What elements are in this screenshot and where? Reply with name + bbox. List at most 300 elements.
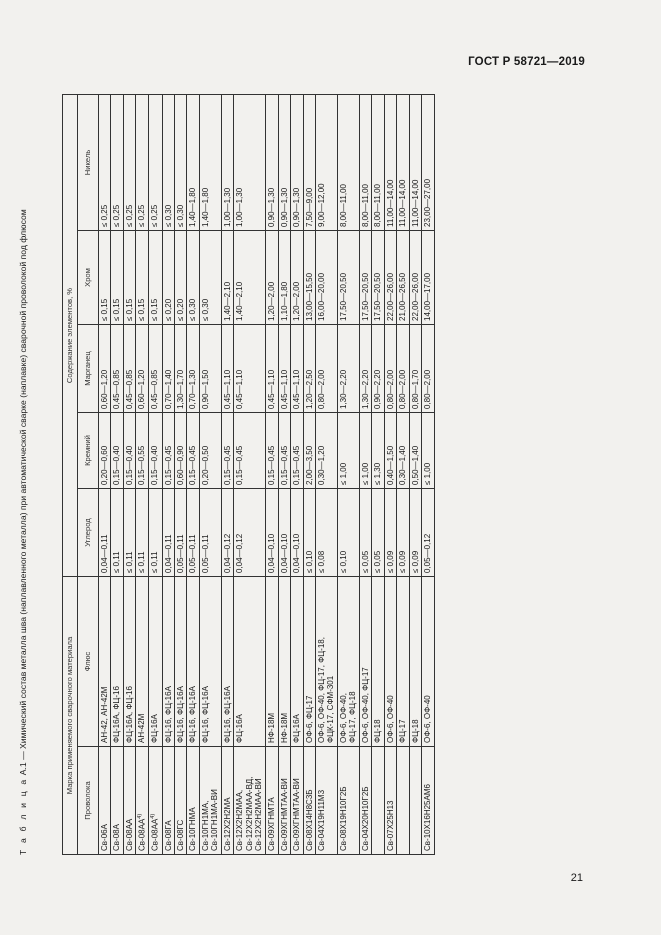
silicon-cell-text: 0,30—1,40 (398, 445, 408, 485)
wire-cell (303, 747, 315, 855)
nickel-cell-text: 0,90—1,30 (292, 187, 302, 227)
manganese-cell-text: 0,90—2,20 (373, 369, 383, 409)
col-header-flux: Флюс (78, 577, 99, 747)
nickel-cell (187, 94, 199, 230)
flux-cell (266, 577, 278, 747)
manganese-cell (111, 325, 123, 413)
carbon-cell (187, 489, 199, 577)
silicon-cell (278, 413, 290, 489)
chromium-cell-text: 1,40—2,10 (222, 281, 232, 321)
silicon-cell (234, 413, 266, 489)
flux-cell-text: ФЦ-16, ФЦ-16А (200, 686, 210, 743)
silicon-cell (338, 413, 360, 489)
carbon-cell (123, 489, 135, 577)
chromium-cell-text: 17,50—20,50 (373, 272, 383, 321)
manganese-cell-text: 1,30—2,20 (339, 369, 348, 409)
wire-cell (111, 747, 123, 855)
flux-cell (360, 577, 372, 747)
nickel-cell (384, 94, 396, 230)
wire-cell (162, 747, 174, 855)
manganese-cell (174, 325, 186, 413)
manganese-cell (123, 325, 135, 413)
chromium-cell-text: ≤ 0,15 (112, 298, 122, 321)
chromium-cell (338, 231, 360, 325)
silicon-cell-text: 0,15—0,40 (124, 445, 134, 485)
table-caption (18, 209, 28, 855)
chromium-cell-text: 22,00—26,00 (385, 272, 395, 321)
silicon-cell (174, 413, 186, 489)
chromium-cell (199, 231, 221, 325)
table-row (162, 94, 174, 854)
silicon-cell-text: 2,00—3,50 (304, 445, 314, 485)
table-row (397, 94, 409, 854)
nickel-cell (409, 94, 421, 230)
silicon-cell (123, 413, 135, 489)
silicon-cell (422, 413, 434, 489)
chromium-cell-text: 22,00—26,00 (410, 272, 420, 321)
chromium-cell (187, 231, 199, 325)
wire-cell (338, 747, 360, 855)
carbon-cell (278, 489, 290, 577)
manganese-cell (303, 325, 315, 413)
nickel-cell (221, 94, 233, 230)
nickel-cell-text: ≤ 0,25 (137, 204, 147, 227)
flux-cell (199, 577, 221, 747)
carbon-cell-text: 0,04—0,10 (292, 533, 302, 573)
wire-cell (266, 747, 278, 855)
nickel-cell (123, 94, 135, 230)
chromium-cell-text: ≤ 0,20 (175, 298, 185, 321)
col-header-chromium: Хром (78, 231, 99, 325)
flux-cell (316, 577, 338, 747)
silicon-cell (291, 413, 303, 489)
flux-cell-text: ОФ-6, ОФ-40, ФЦ-17 (361, 667, 370, 743)
table-row (422, 94, 434, 854)
nickel-cell-text: 11,00—14,00 (385, 179, 395, 227)
rotated-table-area (18, 95, 552, 855)
wire-cell (174, 747, 186, 855)
manganese-cell (384, 325, 396, 413)
silicon-cell-text: 0,15—0,45 (222, 445, 232, 485)
wire-cell-text: Св-06А (100, 824, 109, 851)
nickel-cell (162, 94, 174, 230)
flux-cell-text: ОФ-6, ОФ-40, ФЦ-17, ФЦ-18 (339, 691, 358, 743)
chromium-cell-text: ≤ 0,20 (163, 298, 173, 321)
wire-cell-text: Св-08Х19Н10Г2Б (339, 786, 348, 851)
manganese-cell-text: 0,45—0,85 (112, 369, 122, 409)
nickel-cell-text: 1,40—1,80 (188, 187, 198, 227)
carbon-cell-text: ≤ 0,11 (137, 551, 147, 573)
manganese-cell (99, 325, 111, 413)
chromium-cell (422, 231, 434, 325)
wire-cell (136, 747, 149, 855)
col-header-wire: Проволока (78, 747, 99, 855)
flux-cell (384, 577, 396, 747)
chromium-cell-text: 21,00—26,50 (398, 272, 408, 321)
manganese-cell-text: 0,80—2,00 (423, 369, 433, 409)
manganese-cell-text: 0,70—1,30 (188, 369, 198, 409)
chromium-cell-text: ≤ 0,30 (200, 298, 210, 321)
wire-cell-text: Св-04Х19Н11М3 (317, 789, 326, 851)
manganese-cell-text: 0,45—0,85 (124, 369, 134, 409)
wire-cell (221, 747, 233, 855)
wire-cell-text: Св-09ХГНМТАА-ВИ (292, 778, 302, 851)
chromium-cell (162, 231, 174, 325)
nickel-cell (174, 94, 186, 230)
wire-cell (397, 747, 409, 855)
flux-cell (221, 577, 233, 747)
nickel-cell-text: ≤ 0,25 (124, 204, 134, 227)
silicon-cell-text: 0,15—0,55 (137, 445, 147, 485)
carbon-cell (174, 489, 186, 577)
wire-cell-text: Св-10Х16Н25АМ6 (423, 784, 433, 851)
nickel-cell (372, 94, 384, 230)
silicon-cell-text: 0,50—1,40 (410, 445, 420, 485)
carbon-cell-text: ≤ 0,08 (317, 550, 326, 573)
wire-cell-text: Св-09ХГНМТА (267, 797, 277, 851)
manganese-cell (372, 325, 384, 413)
nickel-cell (338, 94, 360, 230)
chromium-cell-text: ≤ 0,30 (188, 298, 198, 321)
wire-cell-text: Св-08А (112, 824, 122, 851)
table-row (111, 94, 123, 854)
nickel-cell (422, 94, 434, 230)
flux-cell-text: ОФ-6, ФЦ-17 (304, 695, 314, 743)
table-row (409, 94, 421, 854)
chromium-cell (174, 231, 186, 325)
wire-cell (384, 747, 396, 855)
manganese-cell (149, 325, 162, 413)
page-number: 21 (570, 872, 583, 884)
silicon-cell-text: 0,15—0,40 (112, 445, 122, 485)
col-header-carbon: Углерод (78, 489, 99, 577)
silicon-cell (409, 413, 421, 489)
flux-cell (123, 577, 135, 747)
flux-cell-text: НФ-18М (267, 712, 277, 743)
carbon-cell-text: 0,04—0,11 (100, 534, 109, 573)
silicon-cell (360, 413, 372, 489)
col-header-silicon: Кремний (78, 413, 99, 489)
carbon-cell (303, 489, 315, 577)
silicon-cell-text: 0,15—0,45 (279, 445, 289, 485)
flux-cell-text: ФЦ-16А, ФЦ-16 (112, 686, 122, 743)
carbon-cell-text: 0,05—0,11 (175, 534, 185, 573)
carbon-cell (338, 489, 360, 577)
silicon-cell (384, 413, 396, 489)
silicon-cell-text: 0,60—0,90 (175, 445, 185, 485)
chromium-cell-text: 1,20—2,00 (267, 281, 277, 321)
chromium-cell-text: ≤ 0,15 (150, 298, 160, 321)
nickel-cell-text: 8,00—11,00 (361, 184, 370, 227)
carbon-cell (266, 489, 278, 577)
silicon-cell-text: ≤ 1,00 (339, 462, 348, 485)
flux-cell-text: ФЦ-18 (410, 719, 420, 743)
carbon-cell (291, 489, 303, 577)
nickel-cell (266, 94, 278, 230)
manganese-cell (234, 325, 266, 413)
manganese-cell-text: 0,60—1,20 (100, 369, 109, 409)
carbon-cell (384, 489, 396, 577)
carbon-cell (199, 489, 221, 577)
flux-cell (136, 577, 149, 747)
flux-cell (278, 577, 290, 747)
nickel-cell-text: 0,90—1,30 (279, 187, 289, 227)
flux-cell-text: НФ-18М (279, 712, 289, 743)
nickel-cell (278, 94, 290, 230)
material-group-header: Марка применяемого сварочного материала (63, 577, 78, 855)
flux-cell (372, 577, 384, 747)
wire-cell-text: Св-12Х2Н2МА (222, 797, 232, 851)
nickel-cell-text: 11,00—14,00 (410, 179, 420, 227)
manganese-cell-text: 0,80—1,70 (410, 369, 420, 409)
nickel-cell-text: ≤ 0,25 (150, 204, 160, 227)
chromium-cell (291, 231, 303, 325)
wire-cell-text: Св-08АА (151, 818, 161, 851)
carbon-cell-text: ≤ 0,10 (304, 550, 314, 573)
flux-cell-text: АН-42, АН-42М (100, 686, 109, 743)
chromium-cell (303, 231, 315, 325)
nickel-cell-text: 7,50—9,00 (304, 187, 314, 227)
manganese-cell (422, 325, 434, 413)
wire-cell-text: Св-08ГА (163, 820, 173, 851)
manganese-cell (162, 325, 174, 413)
carbon-cell-text: ≤ 0,05 (373, 550, 383, 573)
manganese-cell (291, 325, 303, 413)
wire-cell-text: Св-08ГС (175, 819, 185, 851)
silicon-cell-text: ≤ 1,00 (361, 462, 370, 485)
footnote-marker: 4) (150, 813, 157, 819)
silicon-cell (187, 413, 199, 489)
carbon-cell (149, 489, 162, 577)
silicon-cell (221, 413, 233, 489)
manganese-cell-text: 0,45—0,85 (150, 369, 160, 409)
chromium-cell (278, 231, 290, 325)
flux-cell-text: ФЦ-16А, ФЦ-16 (124, 686, 134, 743)
chromium-cell (360, 231, 372, 325)
chromium-cell-text: 14,00—17,00 (423, 272, 433, 321)
flux-cell-text: ОФ-6, ОФ-40 (385, 695, 395, 743)
flux-cell-text: ФЦ-16А (292, 714, 302, 743)
table-row (384, 94, 396, 854)
chromium-cell-text: 1,10—1,80 (279, 281, 289, 321)
carbon-cell (162, 489, 174, 577)
silicon-cell-text: 0,30—1,20 (317, 445, 326, 485)
nickel-cell-text: 9,00—12,00 (317, 183, 326, 227)
chromium-cell-text: 16,00—20,00 (317, 272, 326, 321)
table-row (149, 94, 162, 854)
carbon-cell-text: ≤ 0,11 (112, 551, 122, 573)
chromium-cell-text: ≤ 0,15 (137, 298, 147, 321)
silicon-cell-text: 0,40—1,50 (385, 445, 395, 485)
manganese-cell-text: 0,45—1,10 (235, 369, 245, 409)
nickel-cell (234, 94, 266, 230)
silicon-cell-text: 0,15—0,45 (163, 445, 173, 485)
flux-cell (187, 577, 199, 747)
table-row (360, 94, 372, 854)
manganese-cell-text: 0,45—1,10 (267, 369, 277, 409)
silicon-cell (149, 413, 162, 489)
carbon-cell-text: 0,04—0,10 (279, 533, 289, 573)
table-row (136, 94, 149, 854)
carbon-cell (422, 489, 434, 577)
flux-cell-text: ФЦ-16А (150, 714, 160, 743)
flux-cell-text: ФЦ-17 (398, 719, 408, 743)
chromium-cell (397, 231, 409, 325)
flux-cell (291, 577, 303, 747)
wire-cell-text: Св-10ГНМА (188, 807, 198, 851)
table-row (174, 94, 186, 854)
wire-cell (422, 747, 434, 855)
table-row (316, 94, 338, 854)
wire-cell (291, 747, 303, 855)
table-row (221, 94, 233, 854)
flux-cell (422, 577, 434, 747)
carbon-cell (360, 489, 372, 577)
carbon-cell-text: 0,04—0,12 (222, 533, 232, 573)
col-header-nickel: Никель (78, 94, 99, 230)
wire-cell (409, 747, 421, 855)
flux-cell-text: ФЦ-18 (373, 719, 383, 743)
carbon-cell-text: ≤ 0,09 (410, 550, 420, 573)
silicon-cell (136, 413, 149, 489)
silicon-cell-text: 0,15—0,45 (292, 445, 302, 485)
carbon-cell-text: 0,04—0,11 (163, 534, 173, 573)
carbon-cell (221, 489, 233, 577)
table-row (338, 94, 360, 854)
manganese-cell (199, 325, 221, 413)
manganese-cell (136, 325, 149, 413)
flux-cell (149, 577, 162, 747)
composition-table (62, 94, 435, 855)
wire-cell-text: Св-12Х2Н2МАА, Св-12Х2Н2МАА-ВД, Св-12Х2Н2МАА-ВИ (235, 776, 264, 851)
carbon-cell (316, 489, 338, 577)
nickel-cell (303, 94, 315, 230)
chromium-cell-text: 17,50—20,50 (339, 272, 348, 321)
flux-cell-text: АН-42М (137, 713, 147, 743)
carbon-cell-text: ≤ 0,09 (398, 550, 408, 573)
silicon-cell (199, 413, 221, 489)
carbon-cell-text: ≤ 0,11 (150, 551, 160, 573)
carbon-cell (234, 489, 266, 577)
wire-cell (149, 747, 162, 855)
flux-cell (338, 577, 360, 747)
flux-cell-text: ФЦ-16А (235, 714, 245, 743)
table-row (278, 94, 290, 854)
carbon-cell (409, 489, 421, 577)
silicon-cell-text: ≤ 1,00 (423, 462, 433, 485)
silicon-cell (111, 413, 123, 489)
chromium-cell-text: 17,50—20,50 (361, 272, 370, 321)
chromium-cell (149, 231, 162, 325)
manganese-cell (187, 325, 199, 413)
flux-cell-text: ФЦ-16, ФЦ-16А (222, 686, 232, 743)
chromium-cell (111, 231, 123, 325)
chromium-cell-text: ≤ 0,15 (100, 298, 109, 321)
nickel-cell (136, 94, 149, 230)
manganese-cell (316, 325, 338, 413)
nickel-cell (111, 94, 123, 230)
chromium-cell (136, 231, 149, 325)
carbon-cell-text: 0,05—0,11 (200, 534, 210, 573)
carbon-cell-text: 0,04—0,10 (267, 533, 277, 573)
carbon-cell-text: 0,05—0,12 (423, 533, 433, 573)
wire-cell-text: Св-08АА (137, 818, 147, 851)
nickel-cell-text: 1,00—1,30 (235, 187, 245, 227)
carbon-cell-text: ≤ 0,09 (385, 550, 395, 573)
nickel-cell (397, 94, 409, 230)
manganese-cell-text: 0,60—1,20 (137, 369, 147, 409)
nickel-cell (199, 94, 221, 230)
table-row (187, 94, 199, 854)
nickel-cell (291, 94, 303, 230)
nickel-cell-text: 1,00—1,30 (222, 187, 232, 227)
carbon-cell (372, 489, 384, 577)
col-header-manganese: Марганец (78, 325, 99, 413)
table-body (99, 94, 435, 854)
carbon-cell-text: 0,05—0,11 (188, 534, 198, 573)
flux-cell (397, 577, 409, 747)
nickel-cell-text: 11,00—14,00 (398, 179, 408, 227)
flux-cell-text: ФЦ-16, ФЦ-16А (175, 686, 185, 743)
manganese-cell (221, 325, 233, 413)
wire-cell-text: Св-10ГН1МА, Св-10ГН1МА-ВИ (200, 789, 220, 851)
manganese-cell (338, 325, 360, 413)
chromium-cell-text: 1,20—2,00 (292, 281, 302, 321)
flux-cell (111, 577, 123, 747)
nickel-cell-text: 8,00—11,00 (373, 184, 383, 227)
carbon-cell (99, 489, 111, 577)
silicon-cell-text: 0,15—0,45 (267, 445, 277, 485)
manganese-cell-text: 1,20—2,50 (304, 369, 314, 409)
manganese-cell (278, 325, 290, 413)
manganese-cell (397, 325, 409, 413)
flux-cell (234, 577, 266, 747)
carbon-cell-text: ≤ 0,11 (124, 551, 134, 573)
flux-cell-text: ОФ-6, ОФ-40 (423, 695, 433, 743)
wire-cell (316, 747, 338, 855)
carbon-cell-text: ≤ 0,10 (339, 550, 348, 573)
wire-cell-text: Св-09ХГНМТАА-ВИ (279, 778, 289, 851)
table-row (266, 94, 278, 854)
chromium-cell-text: ≤ 0,15 (124, 298, 134, 321)
table-row (291, 94, 303, 854)
wire-cell-text: Св-07Х25Н13 (385, 800, 395, 851)
footnote-marker: 4) (137, 813, 144, 819)
flux-cell (409, 577, 421, 747)
table-row (99, 94, 111, 854)
carbon-cell (397, 489, 409, 577)
wire-cell-text: Св-08Х14Н8С3Б (304, 789, 314, 851)
chromium-cell (234, 231, 266, 325)
chromium-cell (99, 231, 111, 325)
silicon-cell (397, 413, 409, 489)
carbon-cell-text: 0,04—0,12 (235, 533, 245, 573)
table-row (123, 94, 135, 854)
silicon-cell-text: 0,20—0,50 (200, 445, 210, 485)
flux-cell-text: ФЦ-16, ФЦ-16А (163, 686, 173, 743)
chromium-cell (123, 231, 135, 325)
chromium-cell (266, 231, 278, 325)
manganese-cell-text: 1,30—1,70 (175, 369, 185, 409)
wire-cell (372, 747, 384, 855)
nickel-cell (99, 94, 111, 230)
manganese-cell-text: 0,90—1,50 (200, 369, 210, 409)
caption-text: А.1 — Химический состав металла шва (наплавленного металла) при автоматической сварке (наплавке) сварочной проволокой под флюсом (18, 209, 28, 778)
nickel-cell (149, 94, 162, 230)
nickel-cell-text: 23,00—27,00 (423, 178, 433, 227)
silicon-cell (162, 413, 174, 489)
chromium-cell-text: 1,40—2,10 (235, 281, 245, 321)
